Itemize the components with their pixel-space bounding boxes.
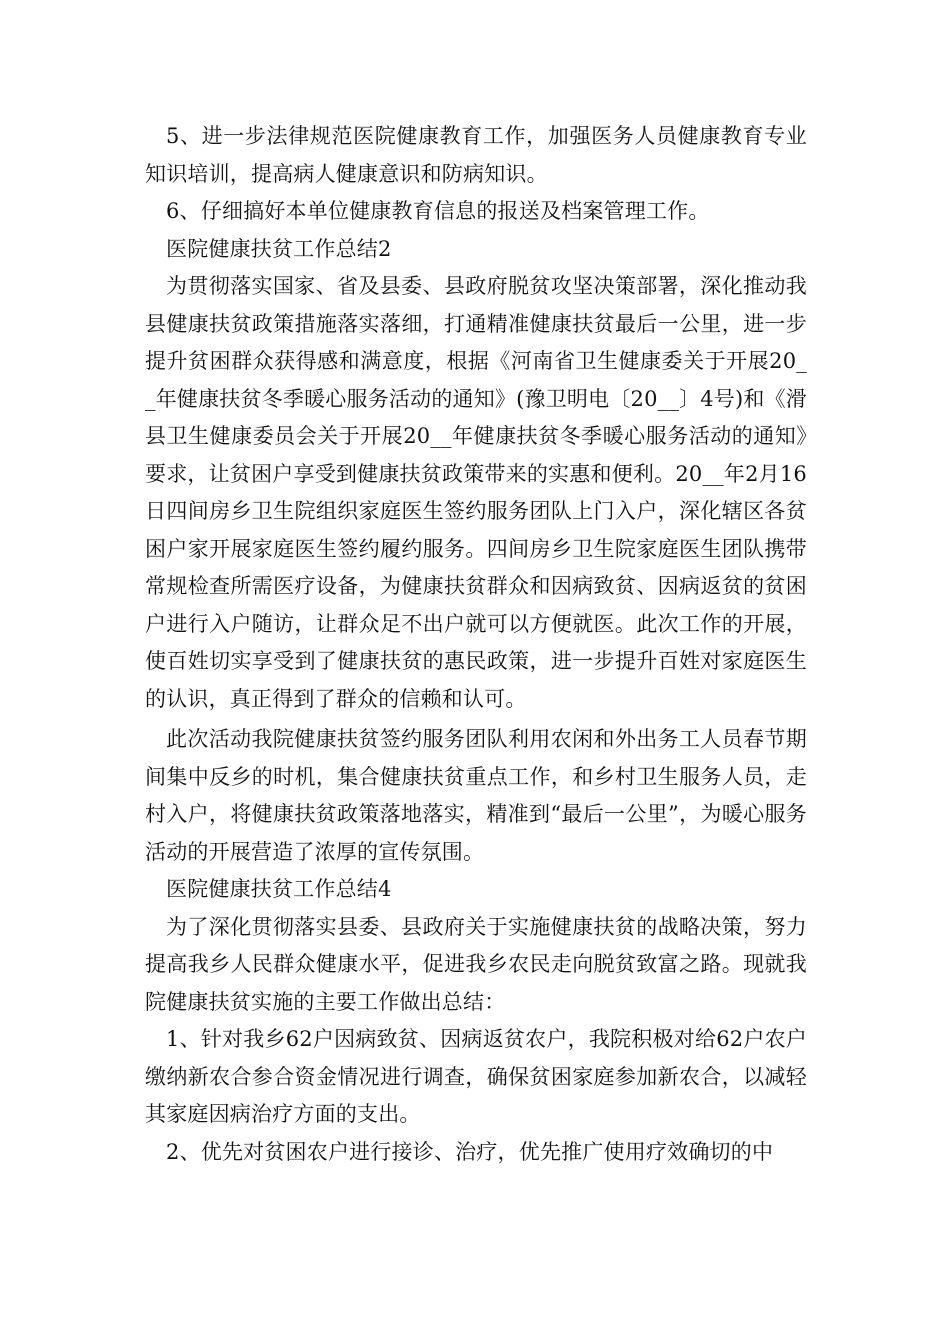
paragraph-item-5: 5、进一步法律规范医院健康教育工作，加强医务人员健康教育专业知识培训，提高病人健康意识和防病知识。	[145, 124, 807, 186]
paragraph-item-6: 6、仔细搞好本单位健康教育信息的报送及档案管理工作。	[166, 199, 710, 223]
paragraph-summary-4-item-1: 1、针对我乡62户因病致贫、因病返贫农户，我院积极对给62户农户缴纳新农合参合资金情况进行调查，确保贫困家庭参加新农合，以减轻其家庭因病治疗方面的支出。	[145, 1027, 807, 1126]
section-heading-4: 医院健康扶贫工作总结4	[166, 877, 392, 901]
paragraph-summary-2-activity: 此次活动我院健康扶贫签约服务团队利用农闲和外出务工人员春节期间集中反乡的时机，集合健康扶贫重点工作，和乡村卫生服务人员，走村入户，将健康扶贫政策落地落实，精准到“最后一公里”，为暖心服务活动的开展营造了浓厚的宣传氛围。	[145, 727, 807, 864]
paragraph-summary-2-body: 为贯彻落实国家、省及县委、县政府脱贫攻坚决策部署，深化推动我县健康扶贫政策措施落实落细，打通精准健康扶贫最后一公里，进一步提升贫困群众获得感和满意度，根据《河南省卫生健康委关于开展20__年健康扶贫冬季暖心服务活动的通知》(豫卫明电〔20__〕4号)和《滑县卫生健康委员会关于开展20__年健康扶贫冬季暖心服务活动的通知》要求，让贫困户享受到健康扶贫政策带来的实惠和便利。20__年2月16日四间房乡卫生院组织家庭医生签约服务团队上门入户，深化辖区各贫困户家开展家庭医生签约履约服务。四间房乡卫生院家庭医生团队携带常规检查所需医疗设备，为健康扶贫群众和因病致贫、因病返贫的贫困户进行入户随访，让群众足不出户就可以方便就医。此次工作的开展，使百姓切实享受到了健康扶贫的惠民政策，进一步提升百姓对家庭医生的认识，真正得到了群众的信赖和认可。	[145, 274, 807, 711]
paragraph-summary-4-intro: 为了深化贯彻落实县委、县政府关于实施健康扶贫的战略决策，努力提高我乡人民群众健康水平，促进我乡农民走向脱贫致富之路。现就我院健康扶贫实施的主要工作做出总结：	[145, 914, 807, 1014]
section-heading-2: 医院健康扶贫工作总结2	[166, 236, 392, 261]
document-body	[145, 118, 807, 1171]
paragraph-summary-4-item-2: 2、优先对贫困农户进行接诊、治疗，优先推广使用疗效确切的中	[166, 1139, 774, 1164]
